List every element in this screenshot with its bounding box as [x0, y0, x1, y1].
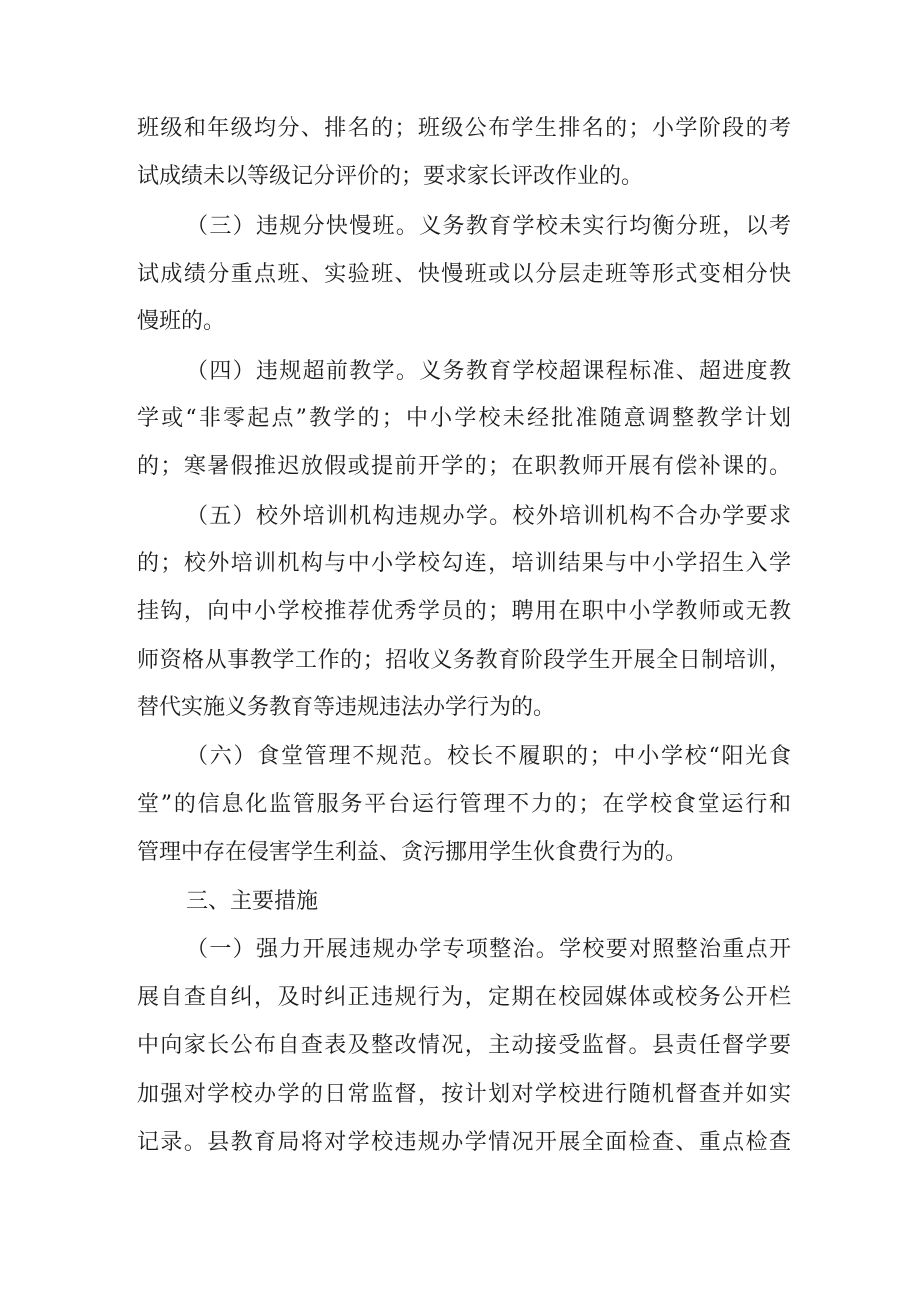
text-line: 试成绩未以等级记分评价的；要求家长评改作业的。: [137, 164, 644, 189]
text-line: 试成绩分重点班、实验班、快慢班或以分层走班等形式变相分快: [137, 262, 791, 287]
text-line: 堂”的信息化监管服务平台运行管理不力的；在学校食堂运行和: [137, 792, 791, 817]
text-line: 的；寒暑假推迟放假或提前开学的；在职教师开展有偿补课的。: [137, 454, 791, 479]
paragraph-start-line: （六）食堂管理不规范。校长不履职的；中小学校“阳光食: [186, 744, 791, 769]
text-line: 挂钩，向中小学校推荐优秀学员的；聘用在职中小学教师或无教: [137, 599, 791, 624]
text-line: 记录。县教育局将对学校违规办学情况开展全面检查、重点检查: [137, 1130, 791, 1155]
section-heading: 三、主要措施: [186, 889, 319, 914]
paragraph-start-line: （一）强力开展违规办学专项整治。学校要对照整治重点开: [186, 937, 791, 962]
text-line: 学或“非零起点”教学的；中小学校未经批准随意调整教学计划: [137, 406, 791, 431]
paragraph-start-line: （五）校外培训机构违规办学。校外培训机构不合办学要求: [186, 504, 791, 529]
text-line: 管理中存在侵害学生利益、贪污挪用学生伙食费行为的。: [137, 840, 688, 865]
text-line: 展自查自纠，及时纠正违规行为，定期在校园媒体或校务公开栏: [137, 985, 791, 1010]
text-line: 的；校外培训机构与中小学校勾连，培训结果与中小学招生入学: [137, 551, 791, 576]
text-line: 加强对学校办学的日常监督，按计划对学校进行随机督查并如实: [137, 1082, 791, 1107]
text-line: 中向家长公布自查表及整改情况，主动接受监督。县责任督学要: [137, 1033, 791, 1058]
text-line: 慢班的。: [137, 309, 226, 334]
text-line: 班级和年级均分、排名的；班级公布学生排名的；小学阶段的考: [137, 116, 791, 141]
paragraph-start-line: （三）违规分快慢班。义务教育学校未实行均衡分班，以考: [186, 214, 791, 239]
paragraph-start-line: （四）违规超前教学。义务教育学校超课程标准、超进度教: [186, 359, 791, 384]
text-line: 替代实施义务教育等违规违法办学行为的。: [137, 695, 556, 720]
text-line: 师资格从事教学工作的；招收义务教育阶段学生开展全日制培训，: [137, 648, 791, 673]
